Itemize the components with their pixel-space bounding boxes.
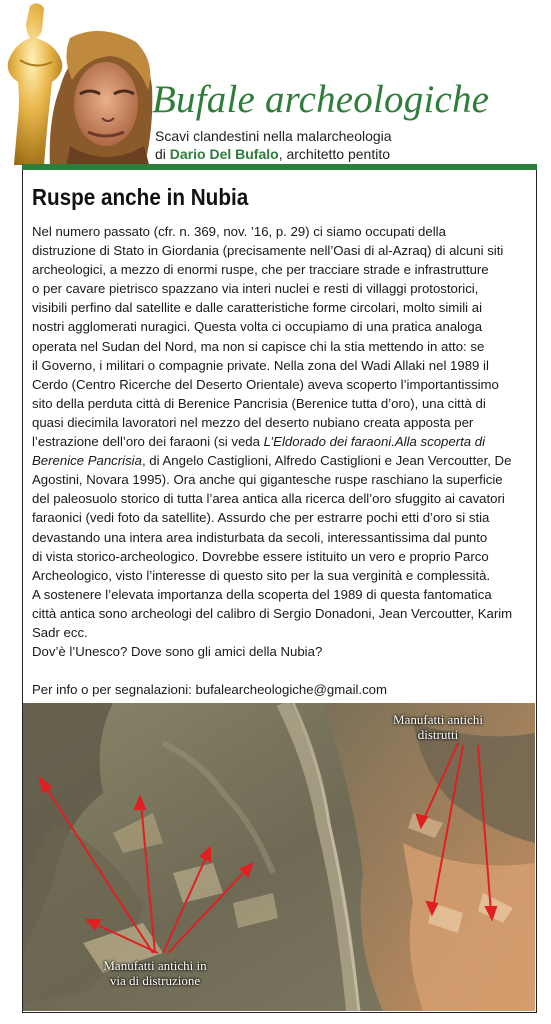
author-line bbox=[155, 145, 545, 163]
text-line: Archeologico, visto l’interesse di questo sito per la sua verginità e complessità. bbox=[32, 567, 491, 583]
article-paragraph bbox=[32, 222, 530, 661]
text-line: nostri agglomerati nuragici. Questa volta ci occupiamo di una pratica analoga bbox=[32, 319, 483, 335]
text-fragment: l’estrazione dell’oro dei faraoni (si veda bbox=[32, 434, 264, 450]
book-title: L’Eldorado dei faraoni.Alla scoperta di bbox=[263, 434, 486, 450]
text-line: faraonici (vedi foto da satellite). Assurdo che per estrarre pochi etti d’oro si stia bbox=[32, 510, 490, 526]
text-line: quasi diecimila lavoratori nel mezzo del deserto nubiano creata apposta per bbox=[32, 414, 474, 430]
text-line: Cerdo (Centro Ricerche del Deserto Orientale) aveva scoperto l’importantissimo bbox=[32, 376, 499, 392]
text-line: città antica sono archeologi del calibro di Sergio Donadoni, Jean Vercoutter, Karim bbox=[32, 605, 513, 621]
text-line: Sadr ecc. bbox=[32, 624, 88, 640]
text-line: Dov’è l’Unesco? Dove sono gli amici della Nubia? bbox=[32, 644, 323, 660]
text-line: il Governo, i militari o compagnie private. Nella zona del Wadi Allaki nel 1989 il bbox=[32, 357, 489, 373]
column-header bbox=[0, 0, 551, 170]
caption-line: via di distruzione bbox=[109, 973, 201, 988]
text-line: del paleosuolo storico di tutta l’area antica alla ricerca dell’oro sfuggito ai cavatori bbox=[32, 491, 505, 507]
author-portrait-image bbox=[40, 28, 160, 168]
caption-line: distrutti bbox=[417, 727, 459, 742]
article-body bbox=[32, 222, 530, 699]
text-line: A sostenere l’elevata importanza della scoperta del 1989 di questa fantomatica bbox=[32, 586, 492, 602]
text-line bbox=[32, 432, 530, 451]
contact-line: Per info o per segnalazioni: bufalearcheologiche@gmail.com bbox=[32, 682, 388, 698]
text-line: Agostini, Novara 1995). Ora anche qui gigantesche ruspe raschiano la superficie bbox=[32, 472, 503, 488]
column-subtitle bbox=[155, 127, 545, 163]
text-line bbox=[32, 451, 530, 470]
author-prefix: di bbox=[155, 146, 170, 162]
text-line: devastando una intera area indisturbata da secoli, interessantissima dal punto bbox=[32, 529, 488, 545]
subtitle-line: Scavi clandestini nella malarcheologia bbox=[155, 128, 392, 144]
article-title: Ruspe anche in Nubia bbox=[32, 184, 249, 210]
book-title: Berenice Pancrisia bbox=[32, 453, 142, 469]
column-title: Bufale archeologiche bbox=[152, 78, 490, 121]
author-role: , architetto pentito bbox=[278, 146, 390, 162]
author-name: Dario Del Bufalo bbox=[169, 146, 279, 162]
text-line: distruzione di Stato in Giordania (precisamente nell’Oasi di al-Azraq) di alcuni siti bbox=[32, 243, 504, 259]
text-line: archeologici, a mezzo di enormi ruspe, che per tracciare strade e infrastrutture bbox=[32, 262, 489, 278]
photo-caption-bottom bbox=[85, 958, 225, 988]
text-line: o per cavare pietrisco spazzano via interi nuclei e resti di villaggi protostorici, bbox=[32, 281, 479, 297]
paragraph-gap bbox=[32, 661, 530, 680]
caption-line: Manufatti antichi in bbox=[103, 958, 207, 973]
text-line: operata nel Sudan del Nord, ma non si capisce chi la stia mettendo in atto: se bbox=[32, 338, 485, 354]
caption-line: Manufatti antichi bbox=[393, 712, 483, 727]
text-fragment: , di Angelo Castiglioni, Alfredo Castiglioni e Jean Vercoutter, De bbox=[141, 453, 512, 469]
text-line: Nel numero passato (cfr. n. 369, nov. ’16, p. 29) ci siamo occupati della bbox=[32, 224, 446, 239]
text-line: di vista storico-archeologico. Dovrebbe essere istituito un vero e proprio Parco bbox=[32, 548, 489, 564]
photo-caption-top bbox=[368, 712, 508, 742]
text-line: visibili perfino dal satellite e dalle caratteristiche forme circolari, molto simili ai bbox=[32, 300, 483, 316]
text-line: sito della perduta città di Berenice Pancrisia (Berenice tutta d’oro), una città di bbox=[32, 395, 486, 411]
